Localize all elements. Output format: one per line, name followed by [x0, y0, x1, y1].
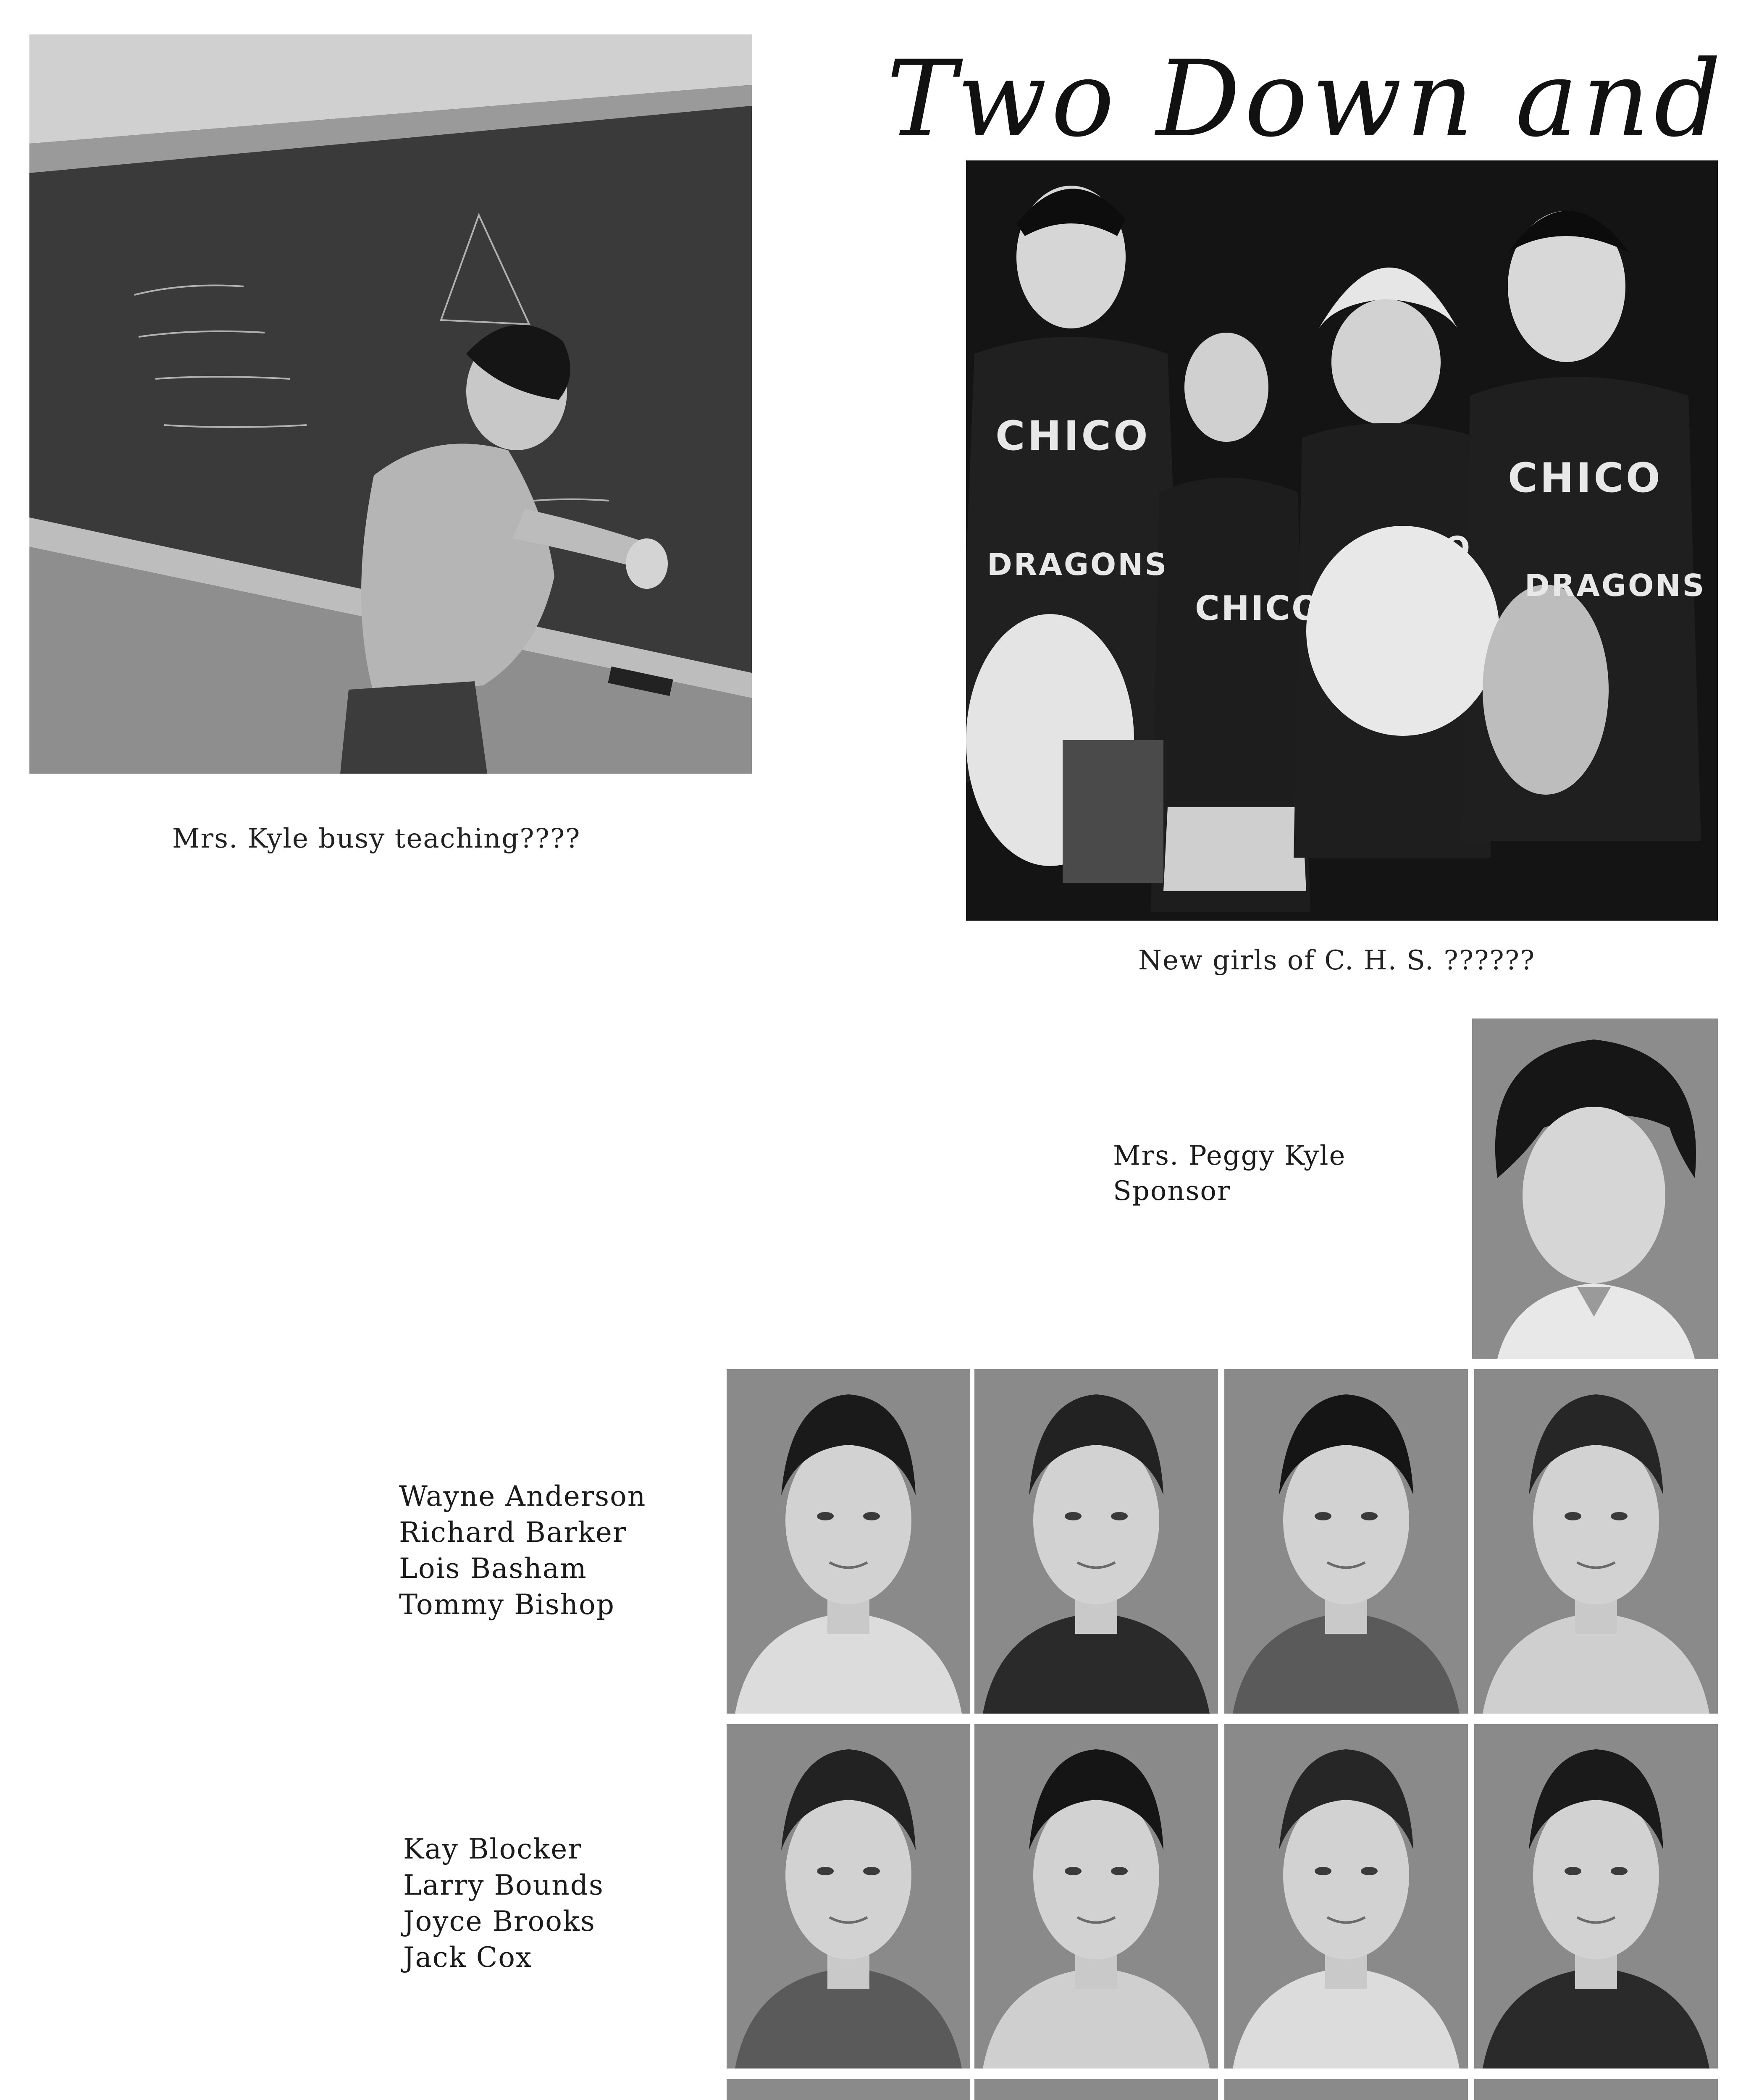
student-portrait [1224, 2079, 1468, 2100]
sponsor-portrait [1472, 1018, 1718, 1359]
student-name: Larry Bounds [403, 1869, 604, 1901]
student-portrait [727, 1369, 970, 1714]
sweatshirt-text-left-2: DRAGONS [987, 547, 1168, 582]
student-portrait [974, 2079, 1218, 2100]
sponsor-label [1113, 1138, 1346, 1209]
page-title: Two Down and [886, 38, 1725, 160]
sweatshirt-text-left: CHICO [995, 412, 1150, 459]
student-portrait [1224, 1724, 1468, 2068]
student-portrait [1474, 1369, 1718, 1714]
cheerleaders-photo [966, 160, 1718, 921]
sweatshirt-text-right: CHICO [1508, 454, 1663, 501]
student-name: Joyce Brooks [403, 1905, 596, 1937]
student-portrait [974, 1724, 1218, 2068]
sweatshirt-text-right-2: DRAGONS [1525, 568, 1706, 603]
student-portrait [1224, 1369, 1468, 1714]
student-portrait [974, 1369, 1218, 1714]
teacher-chalkboard-photo [29, 34, 752, 774]
sweatshirt-text-mid: CHICO [1357, 530, 1472, 565]
student-name: Tommy Bishop [399, 1588, 615, 1621]
student-name: Lois Basham [399, 1552, 587, 1585]
student-portrait [727, 2079, 970, 2100]
teacher-photo-caption: Mrs. Kyle busy teaching???? [172, 823, 581, 854]
student-name: Kay Blocker [403, 1833, 582, 1865]
student-name: Jack Cox [403, 1941, 533, 1974]
sweatshirt-text-center: CHICO [1195, 589, 1322, 628]
row-1-names [399, 1478, 646, 1623]
row-2-names [403, 1831, 604, 1976]
student-portrait [1474, 2079, 1718, 2100]
student-name: Richard Barker [399, 1516, 627, 1549]
student-portrait [727, 1724, 970, 2068]
student-portrait [1474, 1724, 1718, 2068]
sponsor-role: Sponsor [1113, 1176, 1231, 1207]
sponsor-name: Mrs. Peggy Kyle [1113, 1140, 1346, 1171]
student-name: Wayne Anderson [399, 1480, 646, 1512]
cheerleaders-photo-caption: New girls of C. H. S. ?????? [1138, 945, 1536, 976]
